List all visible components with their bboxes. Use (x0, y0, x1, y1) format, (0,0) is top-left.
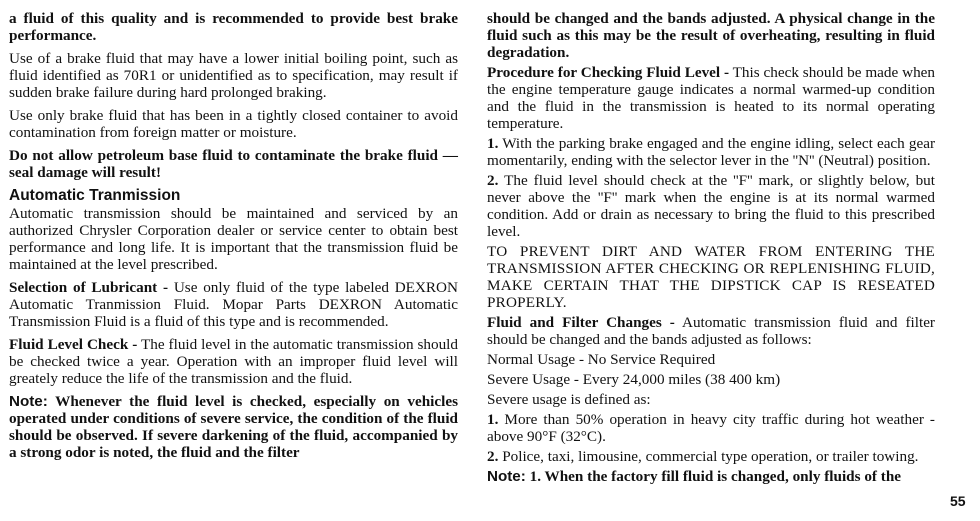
auto-trans-intro-text: Automatic transmission should be maintained and serviced by an authorized Chrysler Corporation dealer or service center to obtain best performance and long life. It is important that the transmission fluid be maintained at the level prescribed. (9, 205, 458, 273)
fluid-level-check-text: The fluid level in the automatic transmission should be checked twice a year. Operation with an improper fluid level will greately reduce the life of the transmission and the fluid. (9, 336, 458, 387)
factory-note-label: Note: (487, 468, 526, 485)
condition-1-number: 1. (487, 411, 499, 428)
severe-usage-text: Severe Usage - Every 24,000 miles (38 400 km) (487, 371, 781, 388)
fluid-filter-changes-paragraph (487, 314, 935, 348)
condition-2-text: Police, taxi, limousine, commercial type operation, or trailer towing. (498, 448, 919, 465)
condition-2-number: 2. (487, 448, 499, 465)
right-column (487, 10, 935, 488)
section-heading: Automatic Tranmission (9, 187, 181, 204)
petroleum-warning-text: Do not allow petroleum base fluid to contaminate the brake fluid — seal damage will result! (9, 147, 458, 181)
step-2-number: 2. (487, 172, 499, 189)
normal-usage-text: Normal Usage - No Service Required (487, 351, 716, 368)
step-2-text: The fluid level should check at the ''F'' mark, or slightly below, but never above the ''F'' mark when the engine is at its normal warmed condition. Add or drain as necessary to bring the fluid to this prescribed level. (487, 172, 935, 240)
procedure-paragraph (487, 64, 935, 132)
condition-1-text: More than 50% operation in heavy city traffic during hot weather - above 90°F (32°C). (487, 411, 935, 445)
fluid-filter-changes-label: Fluid and Filter Changes - (487, 314, 675, 331)
dipstick-caps-warning: TO PREVENT DIRT AND WATER FROM ENTERING THE TRANSMISSION AFTER CHECKING OR REPLENISHING FLUID, MAKE CERTAIN THAT THE DIPSTICK CAP IS RESEATED PROPERLY. (487, 243, 935, 311)
procedure-text: This check should be made when the engine temperature gauge indicates a normal warmed-up condition and the fluid in the transmission is heated to its normal operating temperature. (487, 64, 936, 132)
severe-condition-2 (487, 448, 935, 465)
procedure-step-2 (487, 172, 935, 240)
procedure-step-1 (487, 135, 935, 169)
severe-usage-defined-text: Severe usage is defined as: (487, 391, 651, 408)
lubricant-label: Selection of Lubricant - (9, 279, 169, 296)
procedure-label: Procedure for Checking Fluid Level - (487, 64, 730, 81)
factory-fill-note (487, 468, 935, 485)
fluid-change-continued-text: should be changed and the bands adjusted. A physical change in the fluid such as this may be the result of overheating, resulting in fluid degradation. (487, 10, 935, 61)
lubricant-paragraph (9, 279, 458, 330)
brake-fluid-quality-text: a fluid of this quality and is recommended to provide best brake performance. (9, 10, 458, 44)
lubricant-text: Use only fluid of the type labeled DEXRON Automatic Tranmission Fluid. Mopar Parts DEXRON Automatic Transmission Fluid is a fluid of this type and is recommended. (9, 279, 458, 330)
step-1-number: 1. (487, 135, 499, 152)
factory-note-text: 1. When the factory fill fluid is changed, only fluids of the (525, 468, 902, 485)
note-label: Note: (9, 393, 48, 410)
fluid-filter-changes-text: Automatic transmission fluid and filter should be changed and the bands adjusted as follows: (487, 314, 935, 348)
note-paragraph (9, 393, 458, 461)
page-number: 55 (950, 493, 966, 509)
note-text: Whenever the fluid level is checked, especially on vehicles operated under conditions of severe service, the condition of the fluid should be observed. If severe darkening of the fluid, accompanied by a strong odor is noted, the fluid and the filter (9, 393, 458, 461)
severe-condition-1 (487, 411, 935, 445)
step-1-text: With the parking brake engaged and the engine idling, select each gear momentarily, ending with the selector lever in the ''N'' (Neutral) position. (487, 135, 935, 169)
fluid-level-check-label: Fluid Level Check - (9, 336, 138, 353)
fluid-level-check-paragraph (9, 336, 458, 387)
brake-fluid-warning-text: Use of a brake fluid that may have a lower initial boiling point, such as fluid identified as 70R1 or unidentified as to specification, may result if sudden brake failure during hard prolonged braking. (9, 50, 458, 101)
brake-fluid-container-text: Use only brake fluid that has been in a tightly closed container to avoid contamination from foreign matter or moisture. (9, 107, 458, 141)
left-column (9, 10, 458, 467)
